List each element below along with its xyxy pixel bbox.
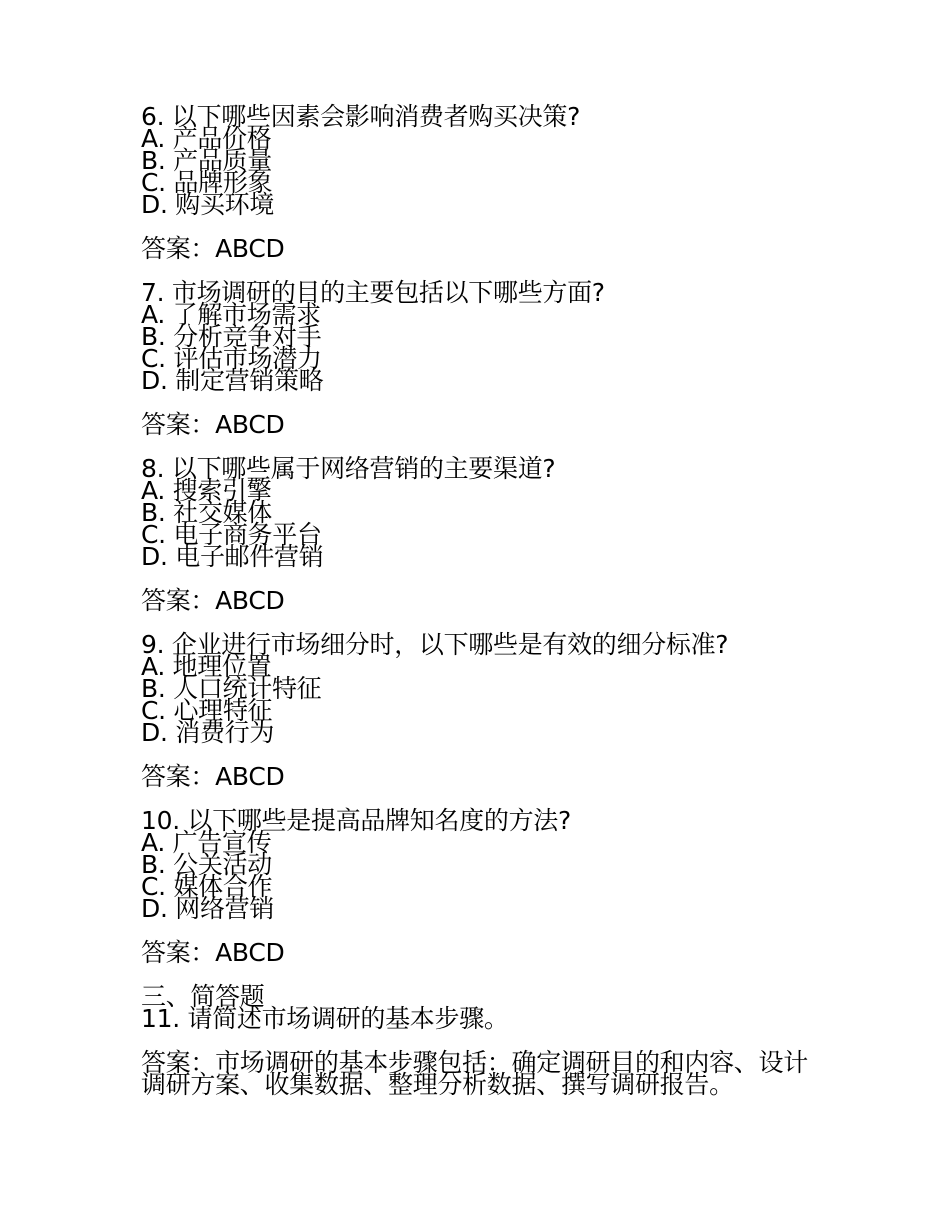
answer: 答案：ABCD bbox=[141, 938, 285, 967]
option-c: C. 品牌形象 bbox=[141, 168, 273, 197]
answer: 答案：ABCD bbox=[141, 234, 285, 263]
option-c: C. 心理特征 bbox=[141, 696, 273, 725]
question-8 bbox=[141, 454, 831, 615]
question-10 bbox=[141, 806, 831, 967]
question-stem: 9. 企业进行市场细分时，以下哪些是有效的细分标准? bbox=[141, 630, 729, 659]
question-6 bbox=[141, 102, 831, 263]
section-title: 三、简答题 bbox=[141, 982, 265, 1011]
question-9 bbox=[141, 630, 831, 791]
option-d: D. 网络营销 bbox=[141, 894, 275, 923]
option-a: A. 产品价格 bbox=[141, 124, 272, 153]
question-stem: 6. 以下哪些因素会影响消费者购买决策? bbox=[141, 102, 581, 131]
option-d: D. 消费行为 bbox=[141, 718, 275, 747]
answer-line-2: 调研方案、收集数据、整理分析数据、撰写调研报告。 bbox=[141, 1070, 734, 1099]
answer: 答案：ABCD bbox=[141, 410, 285, 439]
option-d: D. 制定营销策略 bbox=[141, 366, 324, 395]
option-d: D. 购买环境 bbox=[141, 190, 275, 219]
question-stem: 11. 请简述市场调研的基本步骤。 bbox=[141, 1004, 509, 1033]
option-c: C. 媒体合作 bbox=[141, 872, 273, 901]
option-b: B. 社交媒体 bbox=[141, 498, 272, 527]
answer: 答案：ABCD bbox=[141, 586, 285, 615]
option-a: A. 地理位置 bbox=[141, 652, 272, 681]
option-c: C. 电子商务平台 bbox=[141, 520, 322, 549]
option-a: A. 广告宣传 bbox=[141, 828, 272, 857]
answer: 答案：ABCD bbox=[141, 762, 285, 791]
option-a: A. 了解市场需求 bbox=[141, 300, 321, 329]
question-7 bbox=[141, 278, 831, 439]
question-stem: 8. 以下哪些属于网络营销的主要渠道? bbox=[141, 454, 556, 483]
option-d: D. 电子邮件营销 bbox=[141, 542, 324, 571]
option-b: B. 分析竞争对手 bbox=[141, 322, 322, 351]
option-c: C. 评估市场潜力 bbox=[141, 344, 322, 373]
short-answer-section bbox=[141, 982, 831, 1099]
answer-line-1: 答案：市场调研的基本步骤包括：确定调研目的和内容、设计 bbox=[141, 1048, 808, 1077]
option-b: B. 人口统计特征 bbox=[141, 674, 322, 703]
question-stem: 10. 以下哪些是提高品牌知名度的方法? bbox=[141, 806, 571, 835]
option-b: B. 产品质量 bbox=[141, 146, 272, 175]
question-stem: 7. 市场调研的目的主要包括以下哪些方面? bbox=[141, 278, 605, 307]
option-b: B. 公关活动 bbox=[141, 850, 272, 879]
document-content bbox=[141, 102, 831, 1099]
option-a: A. 搜索引擎 bbox=[141, 476, 272, 505]
